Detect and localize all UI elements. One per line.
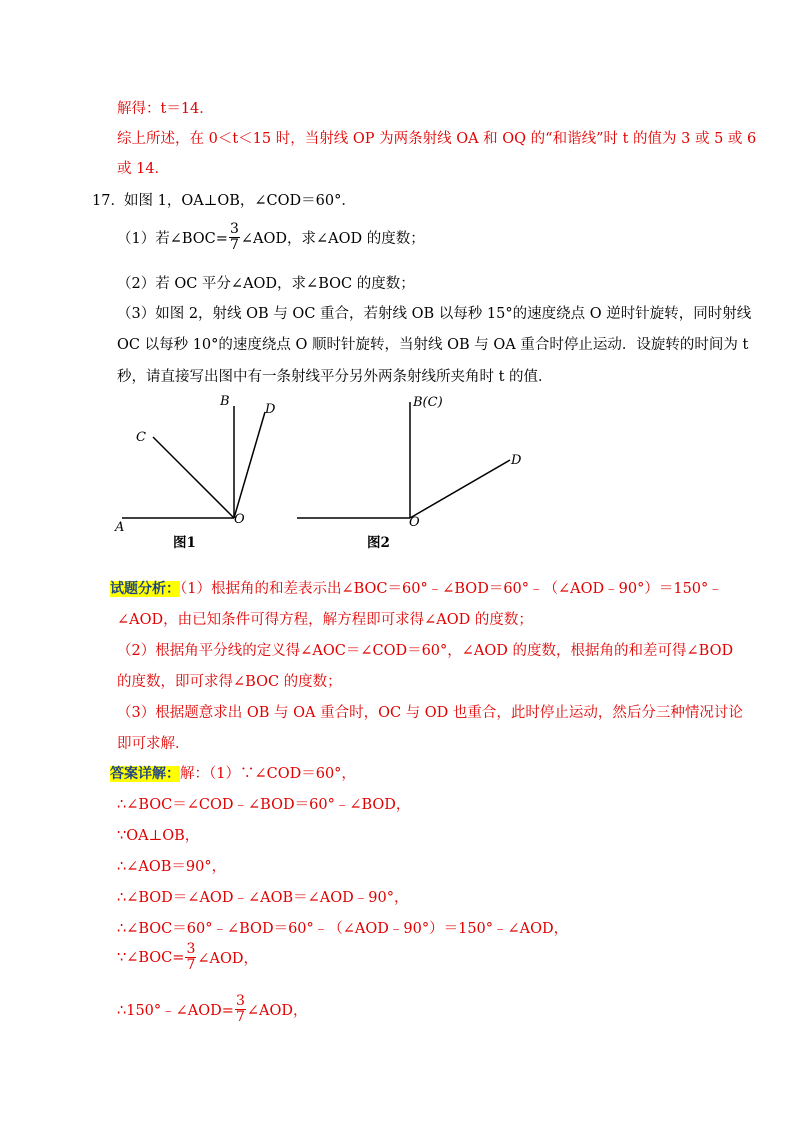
solution-line-t14: 解得：t＝14． [117,101,214,117]
answer-step-6-suffix: ∠AOD， [197,951,258,967]
fig1-ray-oc [153,437,234,518]
question-3-line-1: （3）如图 2，射线 OB 与 OC 重合，若射线 OB 以每秒 15°的速度绕点 O 逆时针旋转，同时射线 [117,306,752,322]
summary-line-2: 或 14． [117,161,170,177]
analysis-line-4: 的度数，即可求得∠BOC 的度数； [117,674,342,690]
answer-step-3: ∴∠AOB＝90°， [117,859,227,875]
answer-line-1 [110,762,356,783]
fig1-label-c: C [136,430,146,445]
analysis-line-5: （3）根据题意求出 OB 与 OA 重合时，OC 与 OD 也重合，此时停止运动，然后分三种情况讨论 [117,705,743,721]
fig1-ray-od [234,412,265,518]
fraction-denominator: 7 [186,957,196,973]
fig1-label-a: A [115,520,125,535]
answer-step-4: ∴∠BOD＝∠AOD﹣∠AOB＝∠AOD﹣90°， [117,890,409,906]
analysis-line-6: 即可求解． [117,736,190,752]
fraction-numerator: 3 [229,221,239,237]
analysis-line-2: ∠AOD，由已知条件可得方程，解方程即可求得∠AOD 的度数； [117,612,533,628]
problem-number: 17． [92,193,125,209]
question-3-line-3: 秒，请直接写出图中有一条射线平分另外两条射线所夹角时 t 的值． [117,369,553,385]
summary-line-1: 综上所述，在 0＜t＜15 时，当射线 OP 为两条射线 OA 和 OQ 的“和谐线”时 t 的值为 3 或 5 或 6 [117,131,757,147]
fraction-3-7-step6 [185,942,196,973]
fig2-caption: 图2 [367,535,390,551]
answer-tag: 答案详解： [110,766,180,782]
fig2-label-o: O [409,515,420,530]
analysis-line-1 [110,577,723,598]
problem-stem: 如图 1，OA⊥OB，∠COD＝60°． [124,193,356,209]
fraction-3-7-step7 [235,994,246,1025]
answer-step-7 [117,994,308,1025]
answer-step-6 [117,942,258,973]
fig2-ray-od [410,460,510,518]
fraction-denominator: 7 [235,1009,245,1025]
fig1-label-b: B [220,394,230,409]
analysis-text-1: （1）根据角的和差表示出∠BOC＝60°﹣∠BOD＝60°﹣（∠AOD﹣90°）＝150°﹣ [180,581,723,597]
fraction-numerator: 3 [235,993,245,1009]
question-3-line-2: OC 以每秒 10°的速度绕点 O 顺时针旋转，当射线 OB 与 OA 重合时停止运动．设旋转的时间为 t [117,337,749,353]
analysis-line-3: （2）根据角平分线的定义得∠AOC＝∠COD＝60°，∠AOD 的度数，根据角的和差可得∠BOD [117,643,734,659]
fig2-label-d: D [511,453,522,468]
answer-step-7-prefix: ∴150°﹣∠AOD= [117,1003,234,1019]
fraction-numerator: 3 [186,941,196,957]
fig1-caption: 图1 [173,535,196,551]
question-1-suffix: ∠AOD，求∠AOD 的度数； [240,231,425,247]
fig1-label-d: D [265,402,276,417]
answer-step-1: ∴∠BOC＝∠COD﹣∠BOD＝60°﹣∠BOD， [117,797,411,813]
question-1-prefix: （1）若∠BOC= [117,231,228,247]
question-2: （2）若 OC 平分∠AOD，求∠BOC 的度数； [117,276,415,292]
fig2-label-bc: B(C) [413,395,443,410]
figure-2 [297,402,510,518]
answer-step-6-prefix: ∵∠BOC= [117,949,185,966]
answer-step-7-suffix: ∠AOD， [246,1003,308,1019]
analysis-tag: 试题分析： [110,581,180,597]
answer-step-5: ∴∠BOC＝60°﹣∠BOD＝60°﹣（∠AOD﹣90°）＝150°﹣∠AOD， [117,921,569,937]
answer-step-2: ∵OA⊥OB， [117,828,200,844]
fig1-label-o: O [234,512,245,527]
fraction-denominator: 7 [229,237,239,253]
figure-1 [122,406,265,518]
answer-text-1: 解：（1）∵∠COD＝60°， [180,766,356,782]
